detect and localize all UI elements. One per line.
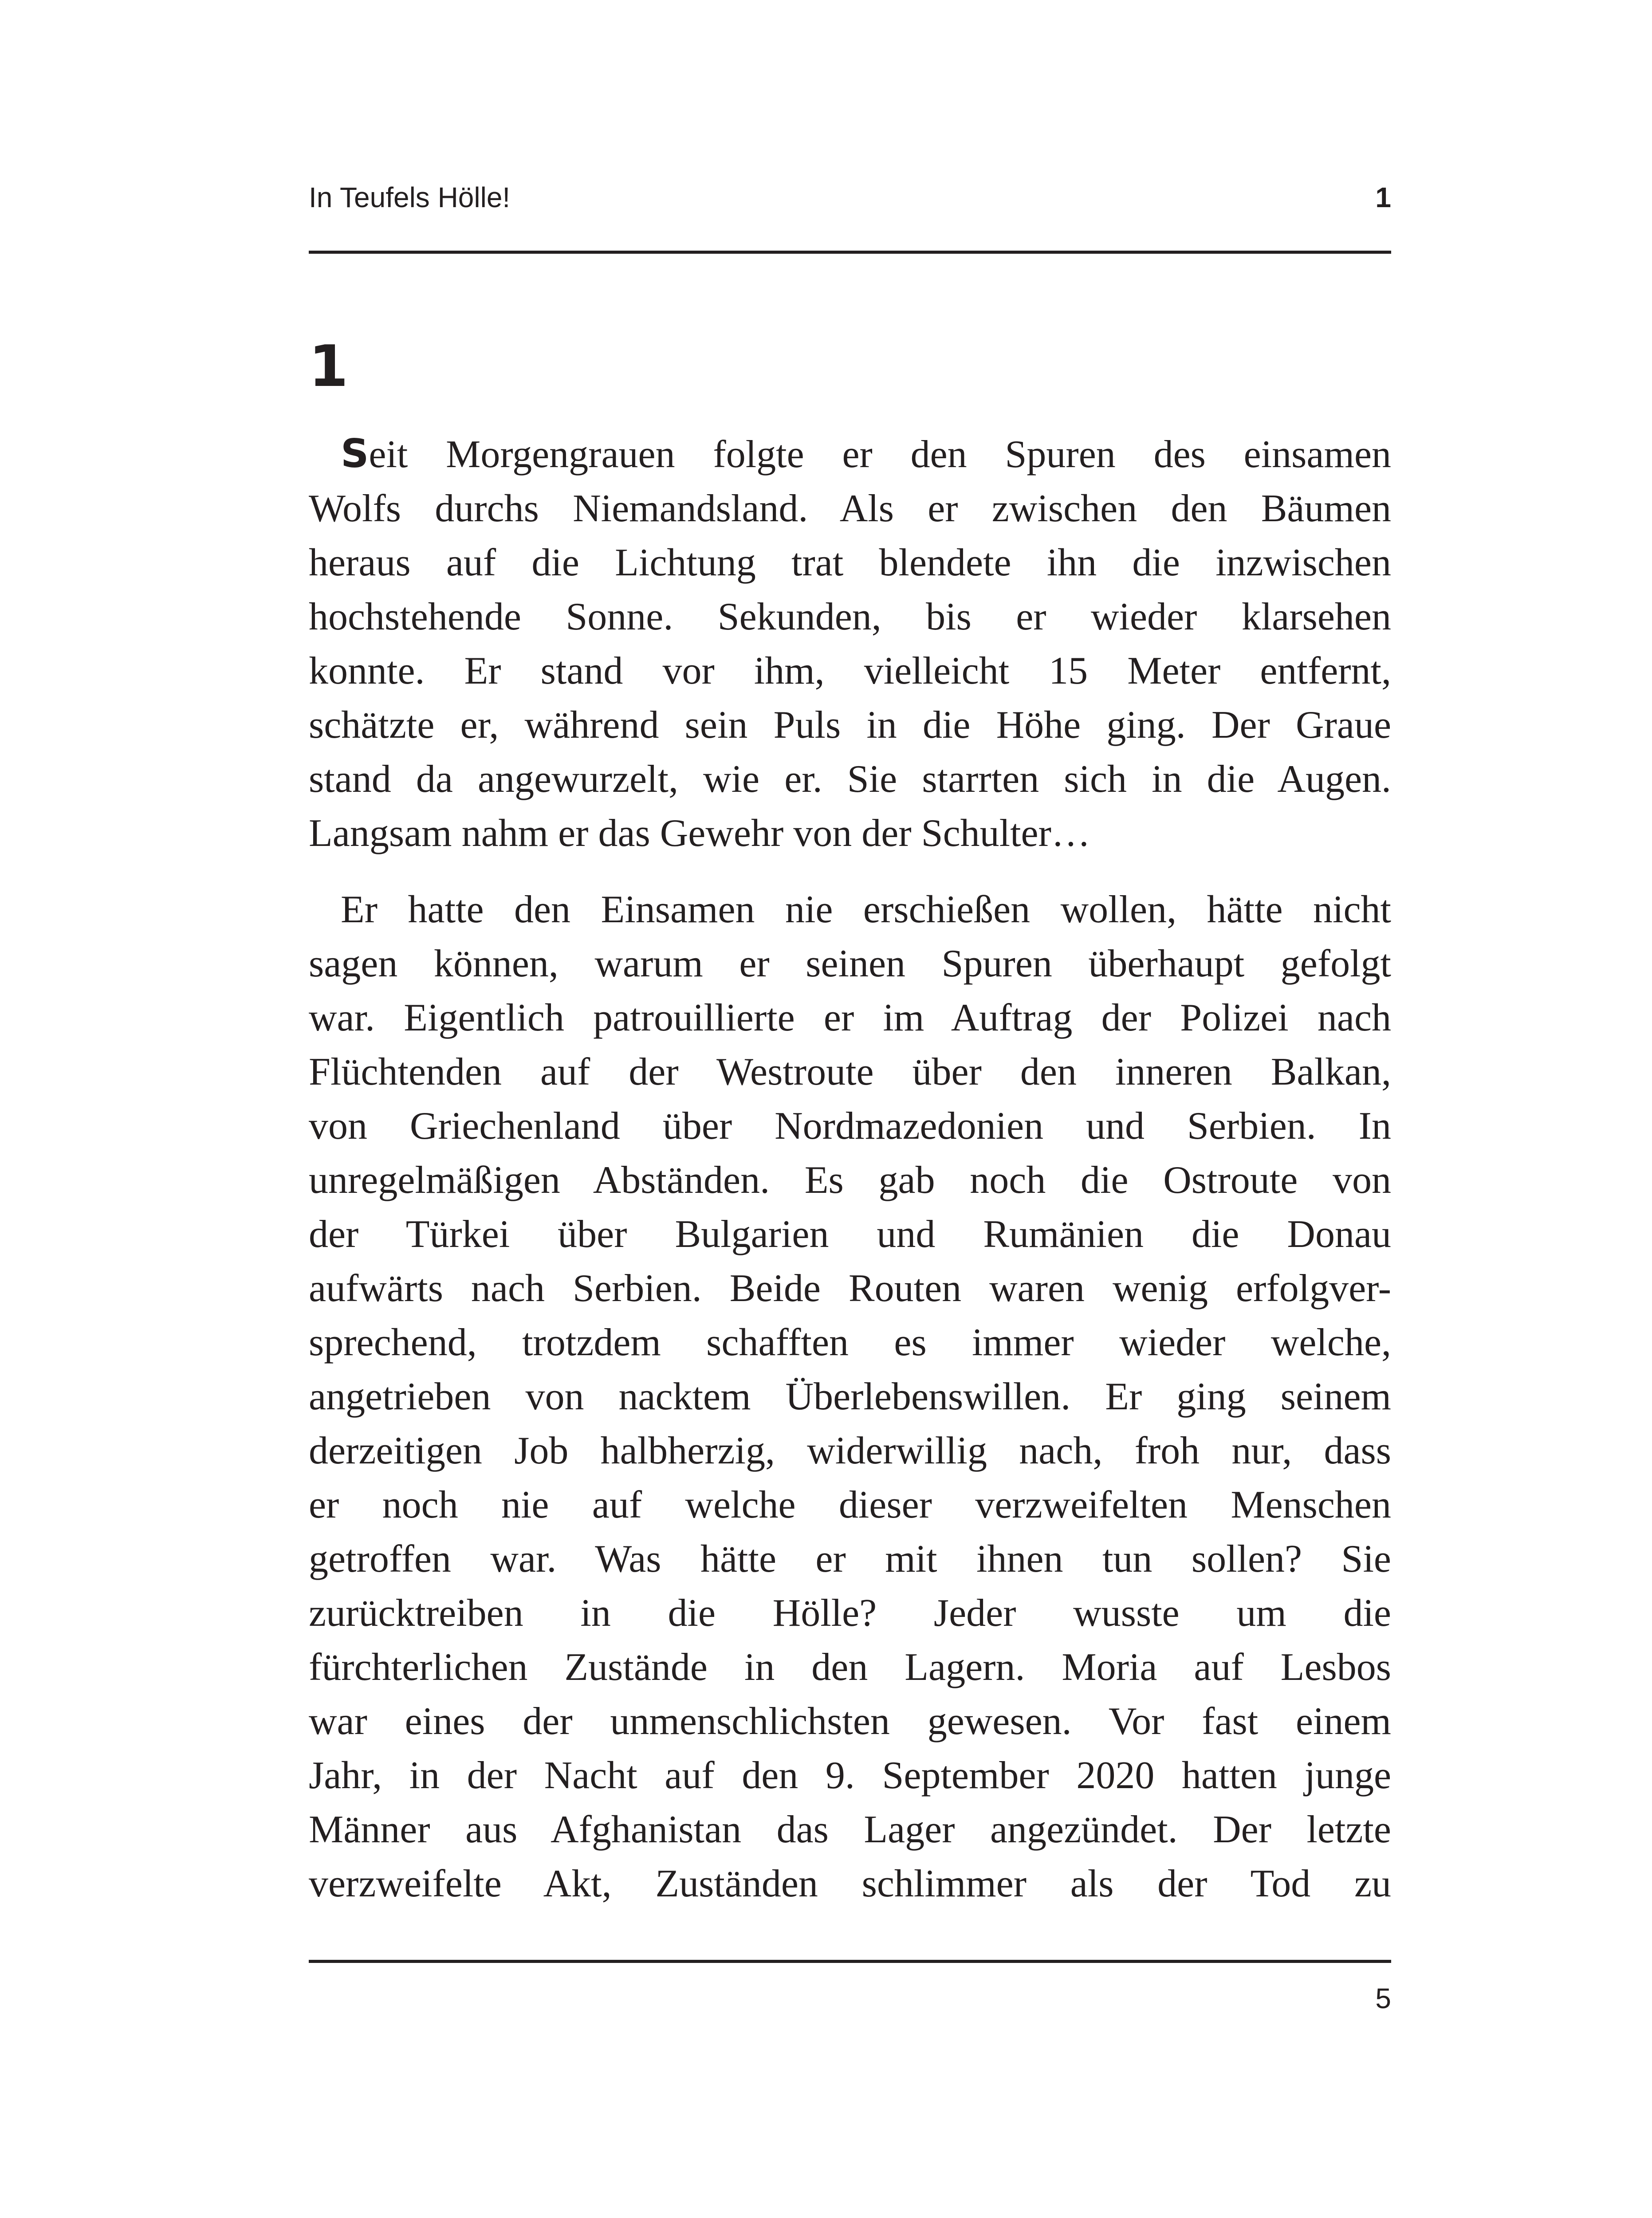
text-line: stand da angewurzelt, wie er. Sie starrten sich in die Augen.: [309, 758, 1391, 801]
running-header-chapter-number: 1: [1375, 181, 1391, 213]
text-line: der Türkei über Bulgarien und Rumänien die Donau: [309, 1213, 1391, 1256]
text-line: Langsam nahm er das Gewehr von der Schulter…: [309, 812, 1090, 855]
text-line: schätzte er, während sein Puls in die Höhe ging. Der Graue: [309, 704, 1391, 747]
text-line: unregelmäßigen Abständen. Es gab noch die Ostroute von: [309, 1159, 1391, 1202]
text-line: verzweifelte Akt, Zuständen schlimmer als der Tod zu: [309, 1862, 1391, 1905]
text-line: Flüchtenden auf der Westroute über den inneren Balkan,: [309, 1050, 1391, 1093]
text-line: hochstehende Sonne. Sekunden, bis er wieder klarsehen: [309, 595, 1391, 638]
text-line: er noch nie auf welche dieser verzweifelten Menschen: [309, 1483, 1391, 1526]
drop-cap: S: [341, 431, 369, 476]
page-number: 5: [1375, 1982, 1391, 2014]
text-line-rest: eit Morgengrauen folgte er den Spuren des einsamen: [369, 433, 1391, 476]
text-line: war. Eigentlich patrouillierte er im Auftrag der Polizei nach: [309, 996, 1391, 1039]
text-line: getroffen war. Was hätte er mit ihnen tun sollen? Sie: [309, 1538, 1391, 1581]
header-rule: [309, 251, 1391, 254]
text-line: heraus auf die Lichtung trat blendete ihn die inzwischen: [309, 541, 1391, 584]
chapter-heading: 1: [309, 334, 349, 400]
text-line: zurücktreiben in die Hölle? Jeder wusste um die: [309, 1592, 1391, 1635]
text-line: [309, 427, 1391, 482]
text-line: Wolfs durchs Niemandsland. Als er zwischen den Bäumen: [309, 487, 1391, 530]
footer-rule: [309, 1960, 1391, 1963]
text-line: aufwärts nach Serbien. Beide Routen waren wenig erfolgver-: [309, 1267, 1391, 1310]
text-line: Männer aus Afghanistan das Lager angezündet. Der letzte: [309, 1808, 1391, 1851]
running-header-title: In Teufels Hölle!: [309, 181, 511, 213]
footer: [309, 1981, 1391, 2016]
text-line: fürchterlichen Zustände in den Lagern. Moria auf Lesbos: [309, 1646, 1391, 1689]
text-line: angetrieben von nacktem Überlebenswillen. Er ging seinem: [309, 1375, 1391, 1418]
paragraph-2: [309, 883, 1391, 1911]
text-line: war eines der unmenschlichsten gewesen. Vor fast einem: [309, 1700, 1391, 1743]
text-line: sprechend, trotzdem schafften es immer wieder welche,: [309, 1321, 1391, 1364]
text-line: sagen können, warum er seinen Spuren überhaupt gefolgt: [309, 942, 1391, 985]
text-line: von Griechenland über Nordmazedonien und Serbien. In: [309, 1105, 1391, 1148]
running-header: [309, 180, 1391, 215]
text-line: konnte. Er stand vor ihm, vielleicht 15 Meter entfernt,: [309, 649, 1391, 692]
text-line: Er hatte den Einsamen nie erschießen wollen, hätte nicht: [341, 888, 1391, 931]
text-line: derzeitigen Job halbherzig, widerwillig nach, froh nur, dass: [309, 1429, 1391, 1472]
text-line: Jahr, in der Nacht auf den 9. September 2020 hatten junge: [309, 1754, 1391, 1797]
paragraph-1: [309, 427, 1391, 861]
